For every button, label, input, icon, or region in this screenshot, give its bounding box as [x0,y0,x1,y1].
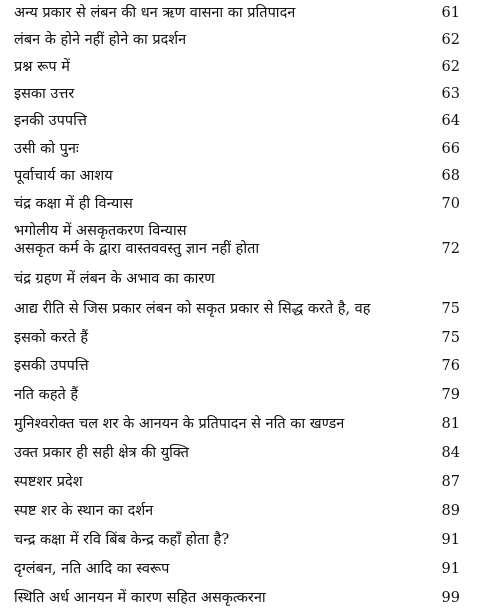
toc-entry-title: लंबन के होने नहीं होने का प्रदर्शन [14,32,187,48]
toc-entry-page: 99 [441,590,460,606]
toc-entry-title: इसको करते हैं [14,330,89,346]
toc-entry [0,85,499,111]
toc-entry-page: 91 [441,532,460,548]
toc-entry-title: इसका उत्तर [14,86,75,102]
toc-entry-page: 64 [441,113,460,129]
toc-entry-title: स्पष्टशर प्रदेश [14,474,83,490]
toc-entry [0,560,499,586]
toc-entry-page: 62 [441,59,460,75]
toc-entry-page: 79 [441,387,460,403]
toc-entry [0,589,499,615]
toc-entry [0,195,499,221]
toc-entry-page: 75 [441,301,460,317]
toc-entry-title: चन्द्र कक्षा में रवि बिंब केन्द्र कहाँ होता है? [14,532,230,548]
toc-entry-page: 76 [441,358,460,374]
toc-entry [0,270,499,296]
toc-entry-page: 75 [441,330,460,346]
toc-entry-title: भगोलीय में असकृतकरण विन्यास [14,223,187,239]
toc-entry-page: 68 [441,168,460,184]
toc-entry-page: 81 [441,416,460,432]
toc-entry [0,473,499,499]
toc-entry-title: उसी को पुनः [14,141,79,157]
toc-entry [0,112,499,138]
toc-entry-page: 89 [441,503,460,519]
toc-entry-title: उक्त प्रकार ही सही क्षेत्र की युक्ति [14,445,189,461]
toc-entry-title: स्पष्ट शर के स्थान का दर्शन [14,503,154,519]
toc-entry-page: 63 [441,86,460,102]
toc-entry [0,357,499,383]
toc-entry-page: 72 [441,241,460,257]
toc-entry [0,167,499,193]
toc-entry-title: इनकी उपपत्ति [14,113,87,129]
toc-entry-title: आद्य रीति से जिस प्रकार लंबन को सकृत प्रकार से सिद्ध करते है, वह [14,301,371,317]
toc-entry [0,531,499,557]
toc-entry-title: मुनिश्वरोक्त चल शर के आनयन के प्रतिपादन से नति का खण्डन [14,416,345,432]
toc-entry [0,329,499,355]
toc-entry-page: 91 [441,561,460,577]
toc-entry-title: दृग्लंबन, नति आदि का स्वरूप [14,561,170,577]
toc-entry-page: 61 [441,5,460,21]
toc-entry-title: स्थिति अर्ध आनयन में कारण सहित असकृत्करना [14,590,266,606]
toc-entry [0,300,499,326]
toc-entry [0,415,499,441]
toc-entry [0,386,499,412]
toc-entry-title: पूर्वाचार्य का आशय [14,168,113,184]
toc-entry [0,444,499,470]
toc-entry-page: 66 [441,141,460,157]
toc-entry [0,222,499,262]
toc-entry [0,502,499,528]
toc-entry-title: नति कहते हैं [14,387,79,403]
toc-entry-title: प्रश्न रूप में [14,59,70,75]
toc-entry-page: 84 [441,445,460,461]
toc-entry [0,31,499,57]
toc-entry-page: 62 [441,32,460,48]
toc-entry-title: चंद्र ग्रहण में लंबन के अभाव का कारण [14,271,215,287]
toc-entry-title: इसकी उपपत्ति [14,358,89,374]
toc-entry-page: 87 [441,474,460,490]
toc-entry-title-continued: असकृत कर्म के द्वारा वास्तववस्तु ज्ञान नहीं होता [14,241,260,257]
toc-entry-title: चंद्र कक्षा में ही विन्यास [14,196,133,212]
toc-entry-title: अन्य प्रकार से लंबन की धन ऋण वासना का प्रतिपादन [14,5,296,21]
toc-entry [0,4,499,30]
toc-entry [0,140,499,166]
toc-entry [0,58,499,84]
toc-entry-page: 70 [441,196,460,212]
